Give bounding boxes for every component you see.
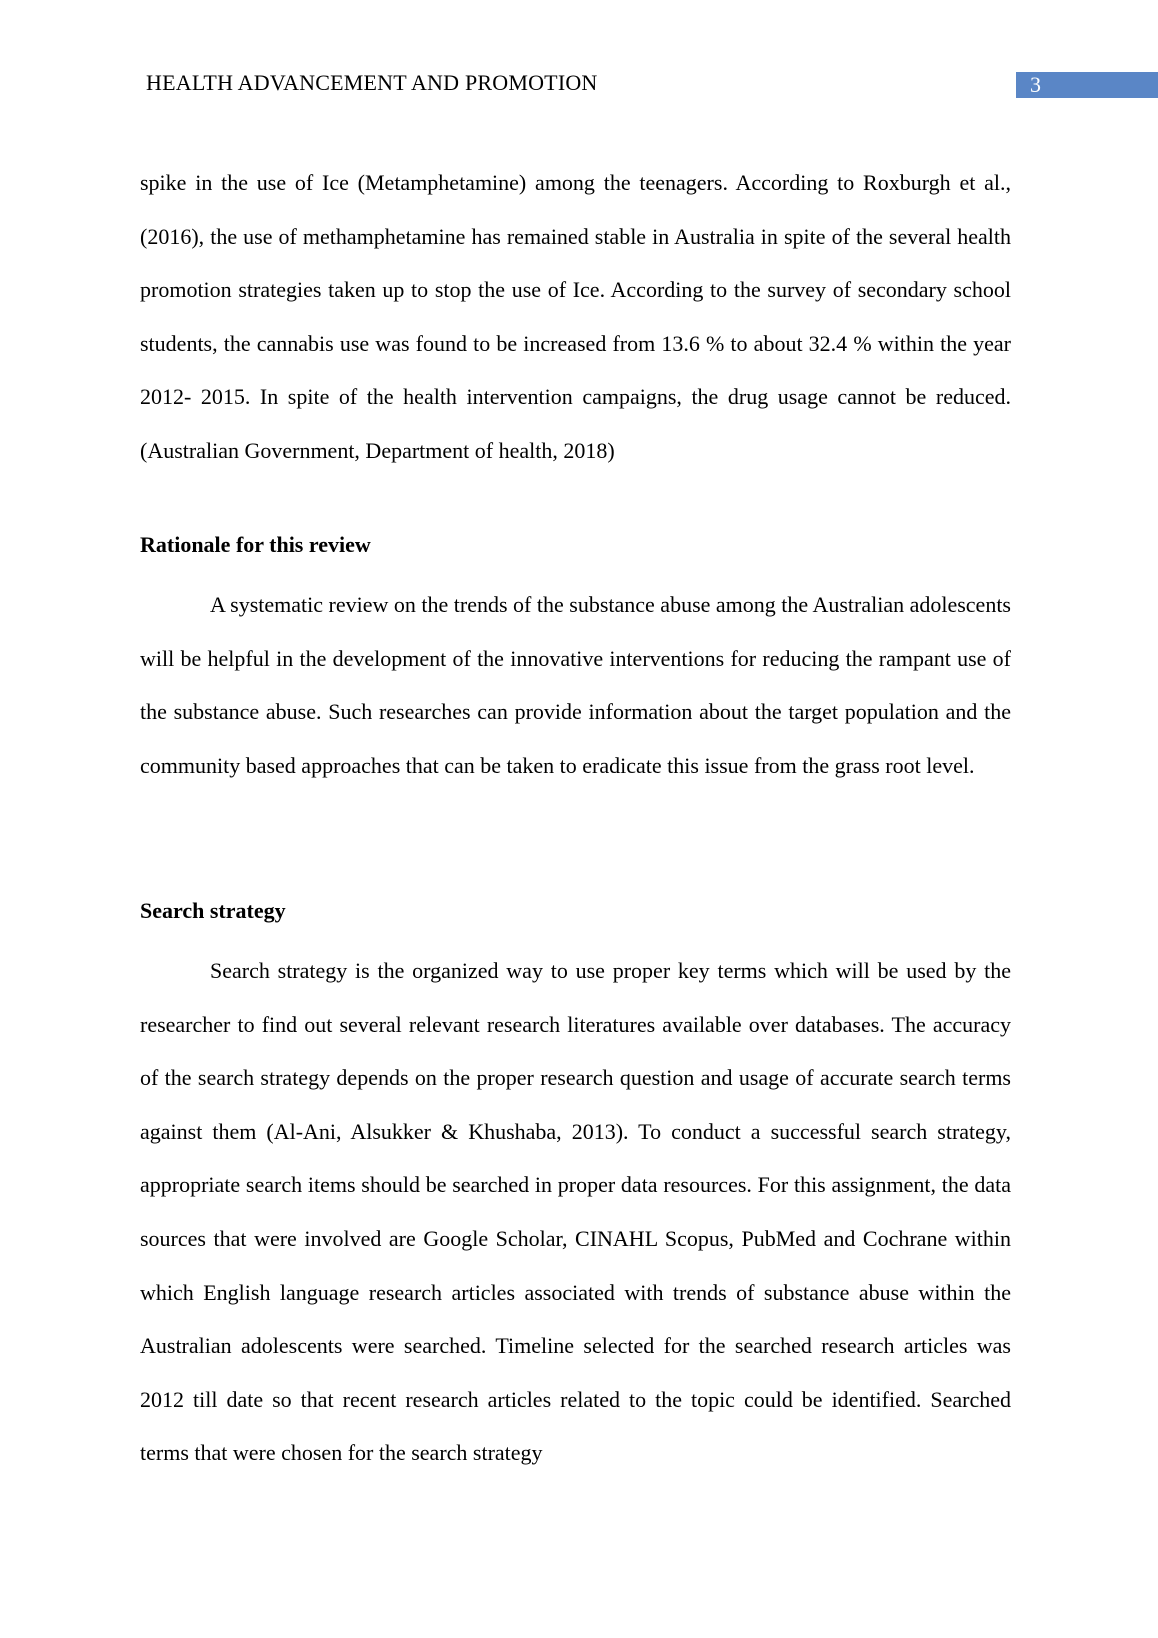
section-heading-rationale: Rationale for this review	[140, 532, 371, 557]
section-heading-search-strategy: Search strategy	[140, 898, 286, 923]
paragraph-continuation: spike in the use of Ice (Metamphetamine) among the teenagers. According to Roxburgh et al., (2016), the use of methamphetamine has remained stable in Australia in spite of the several health promotion strategies taken up to stop the use of Ice. According to the survey of secondary school students, the cannabis use was found to be increased from 13.6 % to about 32.4 % within the year 2012- 2015. In spite of the health intervention campaigns, the drug usage cannot be reduced. (Australian Government, Department of health, 2018)	[140, 170, 1011, 463]
page-number-badge	[1016, 72, 1158, 98]
paragraph-search-strategy: Search strategy is the organized way to use proper key terms which will be used by the researcher to find out several relevant research literatures available over databases. The accuracy of the search strategy depends on the proper research question and usage of accurate search terms against them (Al-Ani, Alsukker & Khushaba, 2013). To conduct a successful search strategy, appropriate search items should be searched in proper data resources. For this assignment, the data sources that were involved are Google Scholar, CINAHL Scopus, PubMed and Cochrane within which English language research articles associated with trends of substance abuse within the Australian adolescents were searched. Timeline selected for the searched research articles was 2012 till date so that recent research articles related to the topic could be identified. Searched terms that were chosen for the search strategy	[140, 958, 1011, 1466]
running-head: HEALTH ADVANCEMENT AND PROMOTION	[146, 70, 598, 95]
paragraph-rationale: A systematic review on the trends of the substance abuse among the Australian adolescents will be helpful in the development of the innovative interventions for reducing the rampant use of the substance abuse. Such researches can provide information about the target population and the community based approaches that can be taken to eradicate this issue from the grass root level.	[140, 592, 1011, 778]
page-number: 3	[1030, 72, 1041, 97]
